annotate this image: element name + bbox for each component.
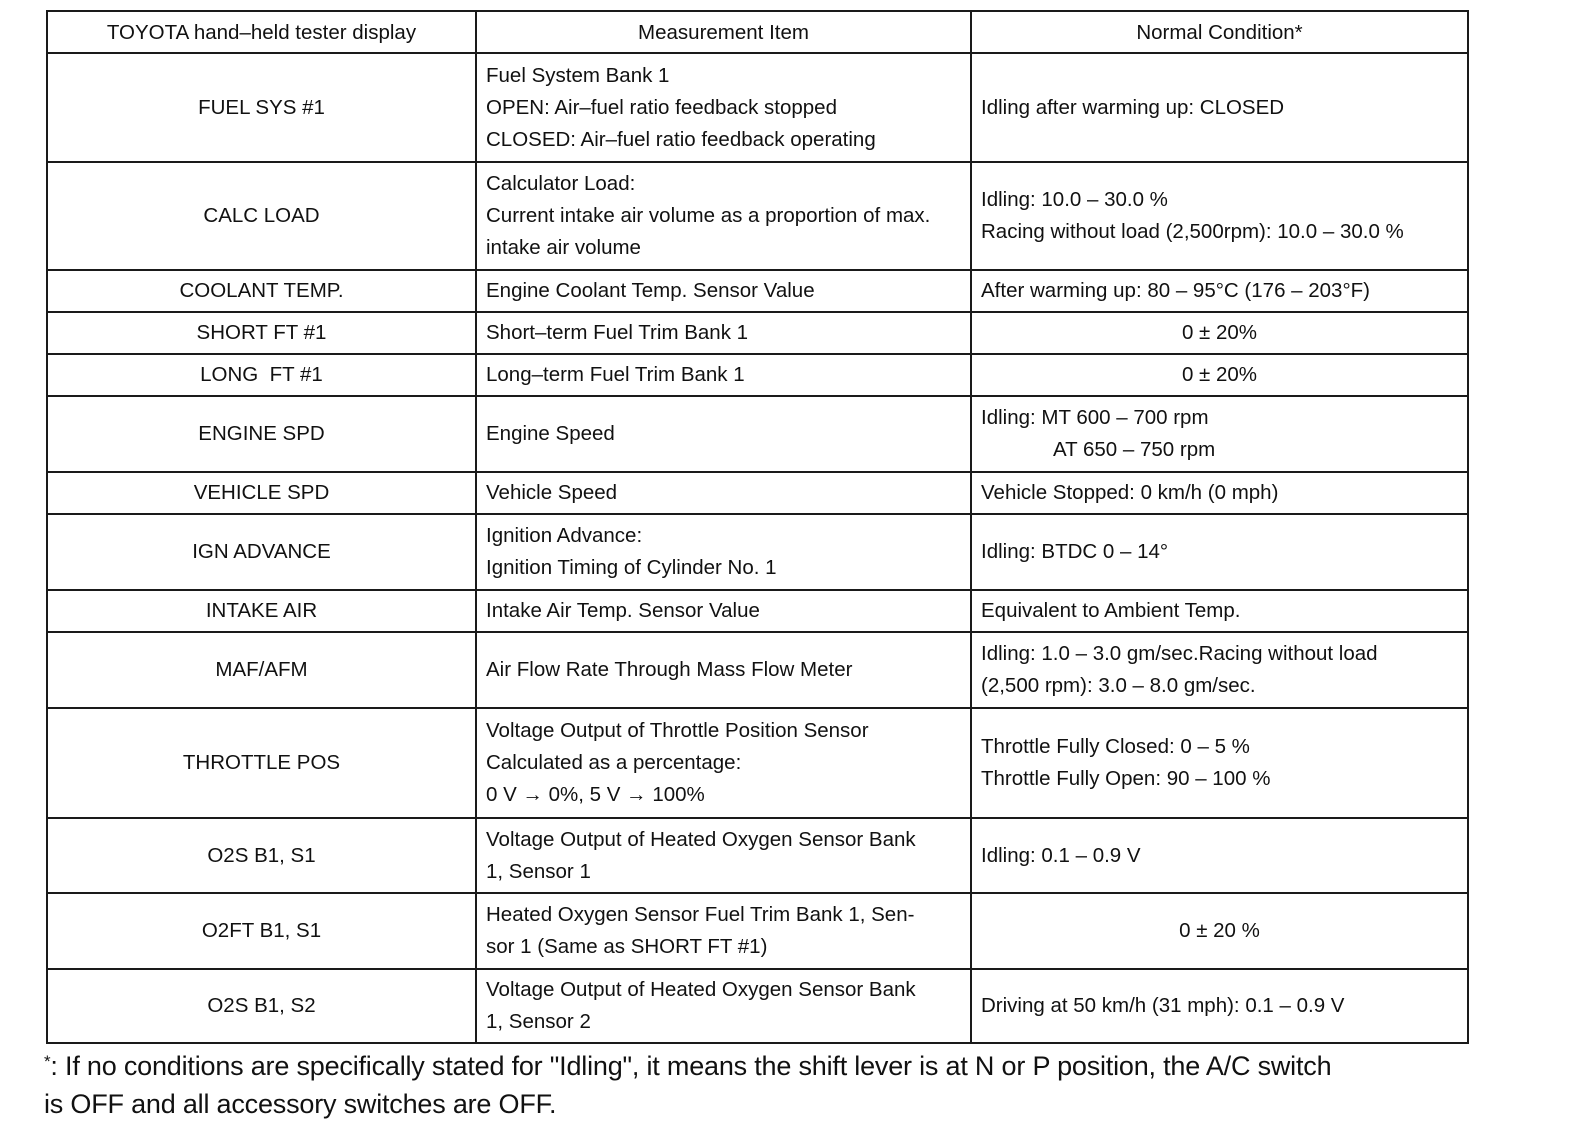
measurement-item-cell [476,708,971,818]
item-line: Air Flow Rate Through Mass Flow Meter [486,658,853,681]
tester-display-cell: COOLANT TEMP. [47,270,476,312]
condition-line: Idling: 0.1 – 0.9 V [981,843,1141,867]
item-line: Fuel System Bank 1 [486,63,670,87]
measurement-item-cell [476,472,971,514]
measurement-item-cell [476,270,971,312]
table-row [47,632,1468,708]
condition-line: Idling: 10.0 – 30.0 % [981,188,1168,211]
normal-condition-cell [971,53,1468,162]
item-line: OPEN: Air–fuel ratio feedback stopped [486,95,837,119]
table-row [47,818,1468,893]
table-row [47,312,1468,354]
measurement-item-cell [476,312,971,354]
item-line: sor 1 (Same as SHORT FT #1) [486,935,768,958]
table-row [47,590,1468,632]
item-line: Long–term Fuel Trim Bank 1 [486,363,745,386]
normal-condition-cell [971,396,1468,472]
item-line: Engine Coolant Temp. Sensor Value [486,279,815,302]
table-row [47,514,1468,590]
measurement-item-cell [476,969,971,1043]
normal-condition-cell [971,312,1468,354]
table-row [47,472,1468,514]
tester-display-cell: IGN ADVANCE [47,514,476,590]
tester-display-cell: O2S B1, S1 [47,818,476,893]
condition-line: Idling: BTDC 0 – 14° [981,540,1169,563]
item-line: CLOSED: Air–fuel ratio feedback operating [486,127,876,151]
condition-line: Idling after warming up: CLOSED [981,95,1285,119]
condition-line: Racing without load (2,500rpm): 10.0 – 30.0 % [981,220,1404,243]
tester-display-cell: FUEL SYS #1 [47,53,476,162]
item-line: Ignition Advance: [486,524,643,547]
diagnostic-data-table [46,10,1469,1044]
condition-line: Equivalent to Ambient Temp. [981,599,1241,622]
tester-display-cell: ENGINE SPD [47,396,476,472]
condition-line: Driving at 50 km/h (31 mph): 0.1 – 0.9 V [981,994,1345,1017]
item-line: Calculator Load: [486,172,636,195]
table-row [47,354,1468,396]
item-line: Heated Oxygen Sensor Fuel Trim Bank 1, Sen- [486,903,915,926]
table-row [47,708,1468,818]
table-row [47,53,1468,162]
normal-condition-cell [971,893,1468,969]
normal-condition-cell [971,708,1468,818]
item-line: Engine Speed [486,422,615,445]
footnote-marker: * [44,1052,51,1071]
header-measurement-item: Measurement Item [476,11,971,53]
item-line: 1, Sensor 2 [486,1010,591,1033]
measurement-item-cell [476,354,971,396]
measurement-item-cell [476,162,971,270]
tester-display-cell: O2FT B1, S1 [47,893,476,969]
measurement-item-cell [476,53,971,162]
tester-display-cell: SHORT FT #1 [47,312,476,354]
normal-condition-cell [971,590,1468,632]
normal-condition-cell [971,632,1468,708]
table-header-row [47,11,1468,53]
table-row [47,396,1468,472]
item-line: Intake Air Temp. Sensor Value [486,599,760,622]
table-row [47,162,1468,270]
header-tester-display: TOYOTA hand–held tester display [47,11,476,53]
condition-line: Throttle Fully Closed: 0 – 5 % [981,735,1250,758]
tester-display-cell: VEHICLE SPD [47,472,476,514]
header-normal-condition: Normal Condition* [971,11,1468,53]
condition-line: 0 ± 20 % [1179,919,1260,942]
footnote-line-2: is OFF and all accessory switches are OFF. [44,1089,557,1119]
measurement-item-cell [476,590,971,632]
condition-line: Idling: 1.0 – 3.0 gm/sec.Racing without load [981,642,1378,665]
normal-condition-cell [971,354,1468,396]
item-line: intake air volume [486,236,641,259]
item-line: Ignition Timing of Cylinder No. 1 [486,556,777,579]
tester-display-cell: CALC LOAD [47,162,476,270]
table-row [47,969,1468,1043]
table-row [47,893,1468,969]
condition-line: 0 ± 20% [1181,321,1258,344]
condition-line: Vehicle Stopped: 0 km/h (0 mph) [981,481,1279,504]
item-line: Voltage Output of Heated Oxygen Sensor Bank [486,827,916,851]
footnote-line-1 [44,1043,1474,1085]
tester-display-cell: THROTTLE POS [47,708,476,818]
tester-display-cell: O2S B1, S2 [47,969,476,1043]
measurement-item-cell [476,632,971,708]
normal-condition-cell [971,818,1468,893]
normal-condition-cell [971,969,1468,1043]
condition-line: 0 ± 20% [1181,363,1258,386]
condition-line: Throttle Fully Open: 90 – 100 % [981,767,1271,790]
item-line: Current intake air volume as a proportion of max. [486,204,931,227]
tester-display-cell: INTAKE AIR [47,590,476,632]
item-line: Voltage Output of Heated Oxygen Sensor Bank [486,978,916,1001]
normal-condition-cell [971,514,1468,590]
table-row [47,270,1468,312]
condition-line: AT 650 – 750 rpm [1053,438,1216,461]
item-line: Short–term Fuel Trim Bank 1 [486,321,749,344]
measurement-item-cell [476,893,971,969]
tester-display-cell: LONG FT #1 [47,354,476,396]
item-line: 1, Sensor 1 [486,859,591,883]
item-line: Vehicle Speed [486,481,618,504]
normal-condition-cell [971,162,1468,270]
condition-line: After warming up: 80 – 95°C (176 – 203°F) [981,279,1371,302]
measurement-item-cell [476,396,971,472]
item-line: 0 V → 0%, 5 V → 100% [486,783,705,806]
condition-line: Idling: MT 600 – 700 rpm [981,406,1209,429]
footnote [44,1043,1474,1123]
condition-line: (2,500 rpm): 3.0 – 8.0 gm/sec. [981,674,1256,697]
measurement-item-cell [476,818,971,893]
item-line: Voltage Output of Throttle Position Sensor [486,719,869,742]
normal-condition-cell [971,472,1468,514]
tester-display-cell: MAF/AFM [47,632,476,708]
normal-condition-cell [971,270,1468,312]
measurement-item-cell [476,514,971,590]
footnote-text-1: : If no conditions are specifically stated for "Idling", it means the shift lever is at N or P position, the A/C switch [50,1051,1332,1081]
item-line: Calculated as a percentage: [486,751,742,774]
